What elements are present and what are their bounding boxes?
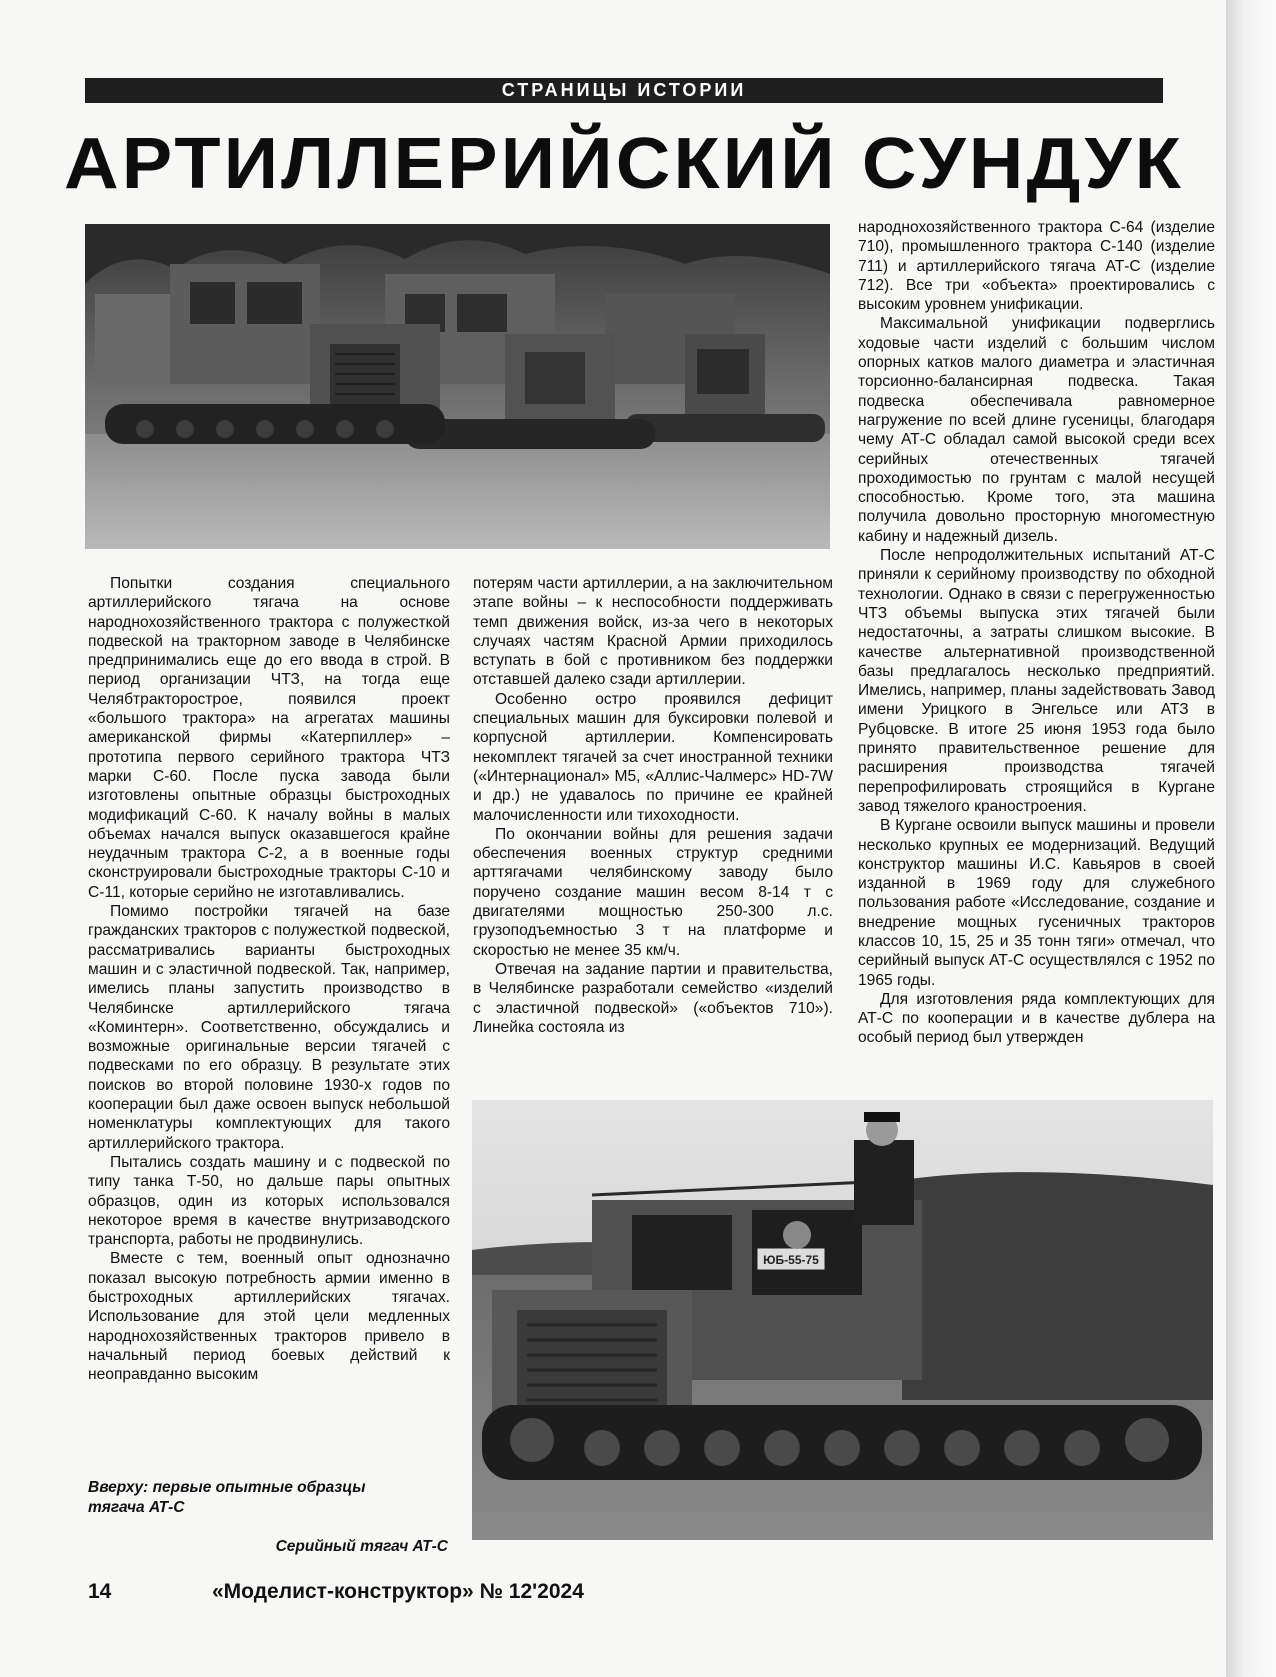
top-photo-caption: Вверху: первые опытные образцы тягача АТ-С: [88, 1479, 366, 1516]
paragraph: Для изготовления ряда комплектующих для АТ-С по кооперации и в качестве дублера на особый период был утвержден: [858, 990, 1215, 1047]
paragraph: Помимо постройки тягачей на базе гражданских тракторов с полужесткой подвеской, рассматривались варианты быстроходных машин и с эластичной подвеской. Так, например, имелись планы запустить производство в Челябинске артиллерийского тягача «Коминтерн». Соответственно, обсуждались и возможные оригинальные версии тягачей с подвесками по его образцу. В результате этих поисков во второй половине 1930-х годов по кооперации был даже освоен выпуск небольшой номенклатуры комплектующих для такого артиллерийского трактора.: [88, 903, 450, 1152]
paragraph: Попытки создания специального артиллерийского тягача на основе народнохозяйственного трактора с полужесткой подвеской на тракторном заводе в Челябинске предпринимались еще до его ввода в строй. В период организации ЧТЗ, на тогда еще Челябтракторострое, появился проект «большого трактора» на агрегатах машины американской фирмы «Катерпиллер» – прототипа первого серийного трактора ЧТЗ марки С-60. После пуска завода были изготовлены опытные образцы быстроходных модификаций С-60. К началу войны в малых объемах начался выпуск оказавшегося крайне неудачным трактора С-2, а в военные годы сконструировали быстроходные тракторы С-10 и С-11, которые серийно не изготавливались.: [88, 575, 450, 901]
paragraph: народнохозяйственного трактора С-64 (изделие 710), промышленного трактора С-140 (изделие 711) и артиллерийского тягача АТ-С (изделие 712). Все три «объекта» проектировались с высоким уровнем унификации.: [858, 219, 1215, 314]
article-column-1: [88, 574, 450, 1384]
article-column-3: [858, 218, 1215, 1048]
paragraph: После непродолжительных испытаний АТ-С приняли к серийному производству по обходной технологии. Однако в связи с перегруженностью ЧТЗ объемы выпуска этих тягачей были недостаточны, а затраты слишком высокие. В качестве альтернативной производственной базы предлагалось несколько предприятий. Имелись, например, планы задействовать Завод имени Урицкого в Энгельсе или АТЗ в Рубцовске. В итоге 25 июня 1953 года было принято правительственное решение для расширения производства тягачей перепрофилировать строящийся в Кургане завод тяжелого краностроения.: [858, 547, 1215, 815]
top-photo: [85, 224, 830, 549]
page-binding-shadow: [1226, 0, 1276, 1677]
bottom-photo-caption: Серийный тягач АТ-С: [275, 1538, 448, 1555]
paragraph: Максимальной унификации подверглись ходовые части изделий с большим числом опорных катков малого диаметра и эластичная торсионно-балансирная подвеска. Такая подвеска обеспечивала равномерное нагружение по всей длине гусеницы, благодаря чему АТ-С обладал самой высокой среди всех серийных отечественных тягачей проходимостью по грунтам с малой несущей способностью. Кроме того, эта машина получила довольно просторную многоместную кабину и надежный дизель.: [858, 315, 1215, 545]
license-plate: ЮБ-55-75: [763, 1253, 819, 1267]
paragraph: потерям части артиллерии, а на заключительном этапе войны – к неспособности поддерживать темп движения войск, из-за чего в некоторых случаях частям Красной Армии приходилось вступать в бой с противником без поддержки отставшей далеко сзади артиллерии.: [473, 575, 833, 689]
paragraph: Вместе с тем, военный опыт однозначно показал высокую потребность армии именно в быстроходных артиллерийских тягачах. Использование для этой цели медленных народнохозяйственных тракторов привело в начальный период боевых действий к неоправданно высоким: [88, 1250, 450, 1384]
page-number: 14: [88, 1580, 112, 1603]
paragraph: По окончании войны для решения задачи обеспечения военных структур средними арттягачами челябинскому заводу было поручено создание машин весом 8-14 т с двигателями мощностью 250-300 л.с. грузоподъемностью 3 т на платформе и скоростью не менее 35 км/ч.: [473, 825, 833, 959]
paragraph: Пытались создать машину и с подвеской по типу танка Т-50, но дальше пары опытных образцов, один из которых использовался некоторое время в качестве внутризаводского транспорта, работы не продвинулись.: [88, 1153, 450, 1249]
magazine-issue: «Моделист-конструктор» № 12'2024: [212, 1580, 584, 1603]
bottom-photo: [472, 1100, 1213, 1540]
paragraph: В Кургане освоили выпуск машины и провели несколько крупных ее модернизаций. Ведущий конструктор машины И.С. Кавьяров в своей изданной в 1969 году для служебного пользования работе «Исследование, создание и внедрение мощных гусеничных тракторов классов 10, 15, 25 и 35 тонн тяги» отмечал, что серийный выпуск АТ-С осуществлялся с 1952 по 1965 годы.: [858, 817, 1215, 989]
paragraph: Отвечая на задание партии и правительства, в Челябинске разработали семейство «изделий с эластичной подвеской» («объектов 710»). Линейка состояла из: [473, 960, 833, 1036]
article-column-2: [473, 574, 833, 1037]
section-rubric: СТРАНИЦЫ ИСТОРИИ: [85, 78, 1163, 103]
article-title: АРТИЛЛЕРИЙСКИЙ СУНДУК: [64, 124, 1184, 204]
paragraph: Особенно остро проявился дефицит специальных машин для буксировки полевой и корпусной артиллерии. Компенсировать некомплект тягачей за счет иностранной техники («Интернационал» М5, «Аллис-Чалмерс» HD-7W и др.) не удавалось по причине ее крайней малочисленности или тихоходности.: [473, 690, 833, 824]
